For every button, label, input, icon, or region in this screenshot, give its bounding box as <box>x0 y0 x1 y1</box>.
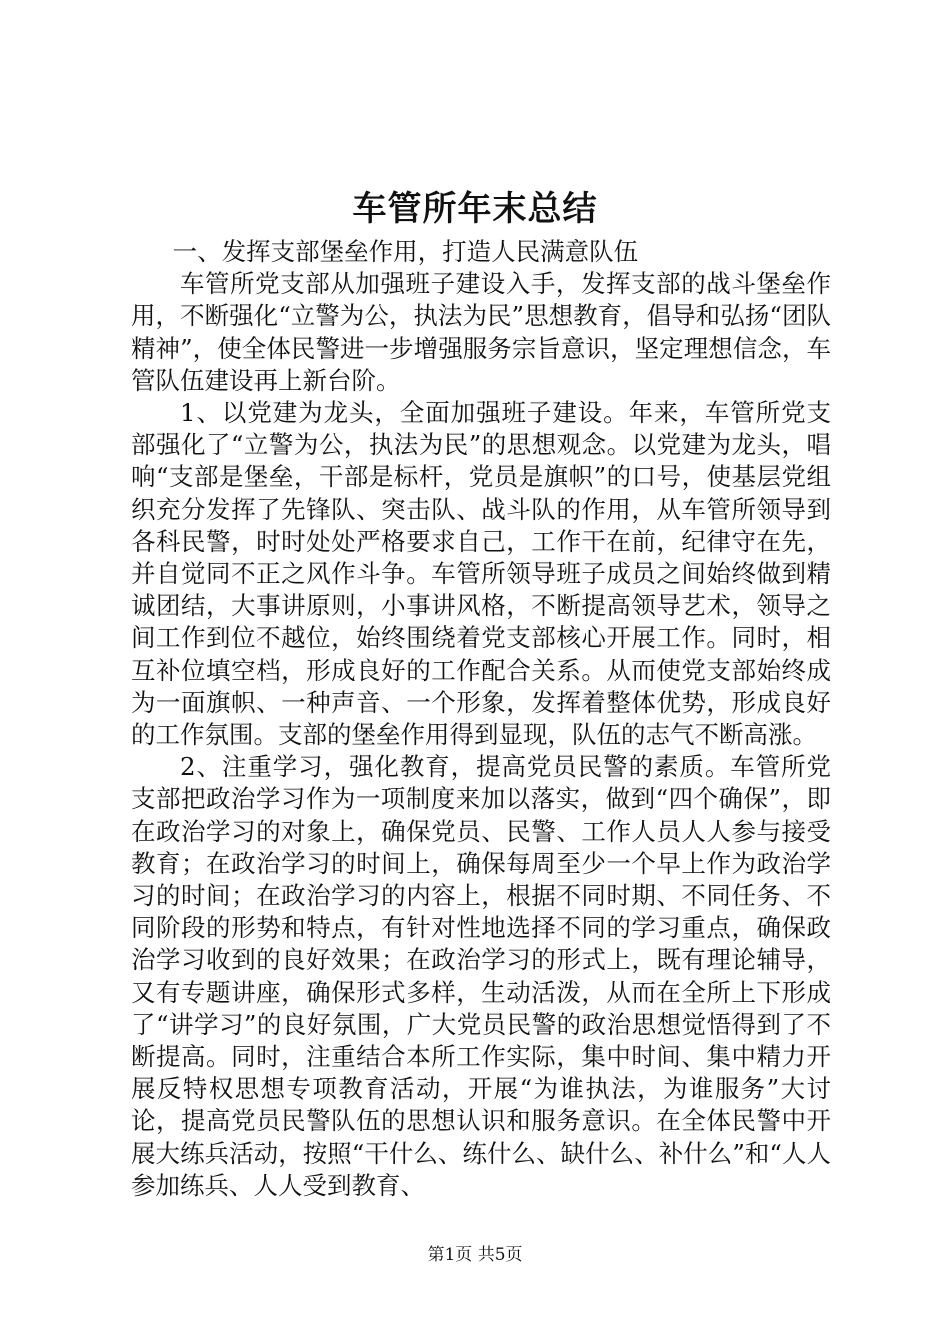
paragraph-party-building: 1、以党建为龙头，全面加强班子建设。年来，车管所党支部强化了“立警为公，执法为民”的思想观念。以党建为龙头，唱响“支部是堡垒，干部是标杆，党员是旗帜”的口号，使基层党组织充分发挥了先锋队、突击队、战斗队的作用，从车管所领导到各科民警，时时处处严格要求自己，工作干在前，纪律守在先，并自觉同不正之风作斗争。车管所领导班子成员之间始终做到精诚团结，大事讲原则，小事讲风格，不断提高领导艺术，领导之间工作到位不越位，始终围绕着党支部核心开展工作。同时，相互补位填空档，形成良好的工作配合关系。从而使党支部始终成为一面旗帜、一种声音、一个形象，发挥着整体优势，形成良好的工作氛围。支部的堡垒作用得到显现，队伍的志气不断高涨。 <box>131 398 831 750</box>
document-body <box>131 236 831 1202</box>
paragraph-intro: 车管所党支部从加强班子建设入手，发挥支部的战斗堡垒作用，不断强化“立警为公，执法为民”思想教育，倡导和弘扬“团队精神”，使全体民警进一步增强服务宗旨意识，坚定理想信念，车管队伍建设再上新台阶。 <box>131 269 831 395</box>
section-heading: 一、发挥支部堡垒作用，打造人民满意队伍 <box>172 237 639 266</box>
page-number: 第1页 共5页 <box>427 1245 523 1265</box>
paragraph-study-education: 2、注重学习，强化教育，提高党员民警的素质。车管所党支部把政治学习作为一项制度来加以落实，做到“四个确保”，即在政治学习的对象上，确保党员、民警、工作人员人人参与接受教育；在政治学习的时间上，确保每周至少一个早上作为政治学习的时间；在政治学习的内容上，根据不同时期、不同任务、不同阶段的形势和特点，有针对性地选择不同的学习重点，确保政治学习收到的良好效果；在政治学习的形式上，既有理论辅导，又有专题讲座，确保形式多样，生动活泼，从而在全所上下形成了“讲学习”的良好氛围，广大党员民警的政治思想觉悟得到了不断提高。同时，注重结合本所工作实际，集中时间、集中精力开展反特权思想专项教育活动，开展“为谁执法，为谁服务”大讨论，提高党员民警队伍的思想认识和服务意识。在全体民警中开展大练兵活动，按照“干什么、练什么、缺什么、补什么”和“人人参加练兵、人人受到教育、 <box>131 752 831 1200</box>
page-title: 车管所年末总结 <box>352 189 598 229</box>
